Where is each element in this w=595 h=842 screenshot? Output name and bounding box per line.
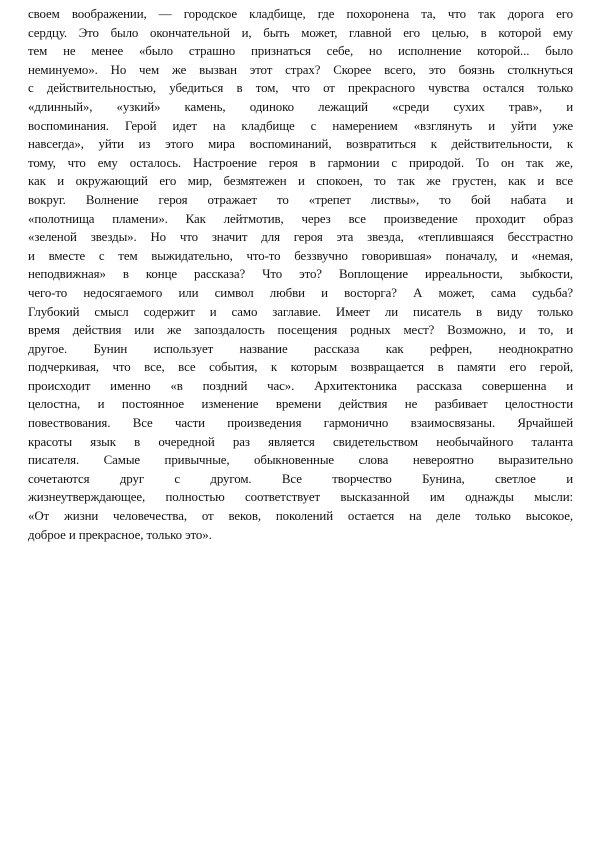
paragraph-line: неминуемо». Но чем же вызван этот страх? Скорее всего, это боязнь столкнуться bbox=[28, 62, 573, 77]
paragraph-line: Глубокий смысл содержит и само заглавие. Имеет ли писатель в виду только bbox=[28, 304, 573, 319]
paragraph-line: повествования. Все части произведения гармонично взаимосвязаны. Ярчайшей bbox=[28, 416, 573, 431]
paragraph-line: вокруг. Волнение героя отражает то «трепет листвы», то бой набата и bbox=[28, 192, 573, 207]
paragraph-line: «От жизни человечества, от веков, поколений остается на деле только высокое, bbox=[28, 509, 573, 524]
paragraph-line: сердцу. Это было окончательной и, быть может, главной его целью, в которой ему bbox=[28, 25, 573, 40]
paragraph-line: неподвижная» в конце рассказа? Что это? Воплощение ирреальности, зыбкости, bbox=[28, 267, 573, 282]
paragraph-line: воспоминания. Герой идет на кладбище с намерением «взглянуть и уйти уже bbox=[28, 118, 573, 133]
paragraph-line-last: доброе и прекрасное, только это». bbox=[28, 527, 212, 542]
paragraph-line: красоты язык в очередной раз является свидетельством необычайного таланта bbox=[28, 434, 573, 449]
paragraph-line: «длинный», «узкий» камень, одиноко лежащий «среди сухих трав», и bbox=[28, 99, 573, 114]
paragraph-line: целостна, и постоянное изменение времени действия не разбивает целостности bbox=[28, 397, 573, 412]
paragraph-line: «полотнища пламени». Как лейтмотив, через все произведение проходит образ bbox=[28, 211, 573, 226]
paragraph-line: происходит именно «в поздний час». Архитектоника рассказа совершенна и bbox=[28, 378, 573, 393]
paragraph-line: как и окружающий его мир, безмятежен и спокоен, то так же грустен, как и все bbox=[28, 174, 573, 189]
paragraph-line: с действительностью, убедиться в том, что от прекрасного чувства остался только bbox=[28, 81, 573, 96]
paragraph-line: и вместе с тем выжидательно, что-то беззвучно говорившая» поначалу, и «немая, bbox=[28, 248, 573, 263]
paragraph-line: подчеркивая, что все, все события, к которым возвращается в памяти его герой, bbox=[28, 360, 573, 375]
paragraph-line: «зеленой звезды». Но что значит для героя эта звезда, «теплившаяся бесстрастно bbox=[28, 230, 573, 245]
paragraph-line: писателя. Самые привычные, обыкновенные слова невероятно выразительно bbox=[28, 453, 573, 468]
paragraph-line: чего-то недосягаемого или символ любви и восторга? А может, сама судьба? bbox=[28, 285, 573, 300]
paragraph-line: навсегда», уйти из этого мира воспоминаний, возвратиться к действительности, к bbox=[28, 137, 573, 152]
paragraph-line: своем воображении, — городское кладбище, где похоронена та, что так дорога его bbox=[28, 7, 573, 21]
essay-paragraph bbox=[28, 5, 573, 544]
paragraph-line: время действия или же запоздалость посещения родных мест? Возможно, и то, и bbox=[28, 323, 573, 338]
paragraph-line: жизнеутверждающее, полностью соответствует высказанной им однажды мысли: bbox=[28, 490, 573, 505]
paragraph-line: сочетаются друг с другом. Все творчество Бунина, светлое и bbox=[28, 471, 573, 486]
paragraph-line: тому, что ему осталось. Настроение героя в гармонии с природой. То он так же, bbox=[28, 155, 573, 170]
paragraph-line: тем не менее «было страшно признаться себе, но исполнение которой... было bbox=[28, 44, 573, 59]
paragraph-line: другое. Бунин использует название рассказа как рефрен, неоднократно bbox=[28, 341, 573, 356]
